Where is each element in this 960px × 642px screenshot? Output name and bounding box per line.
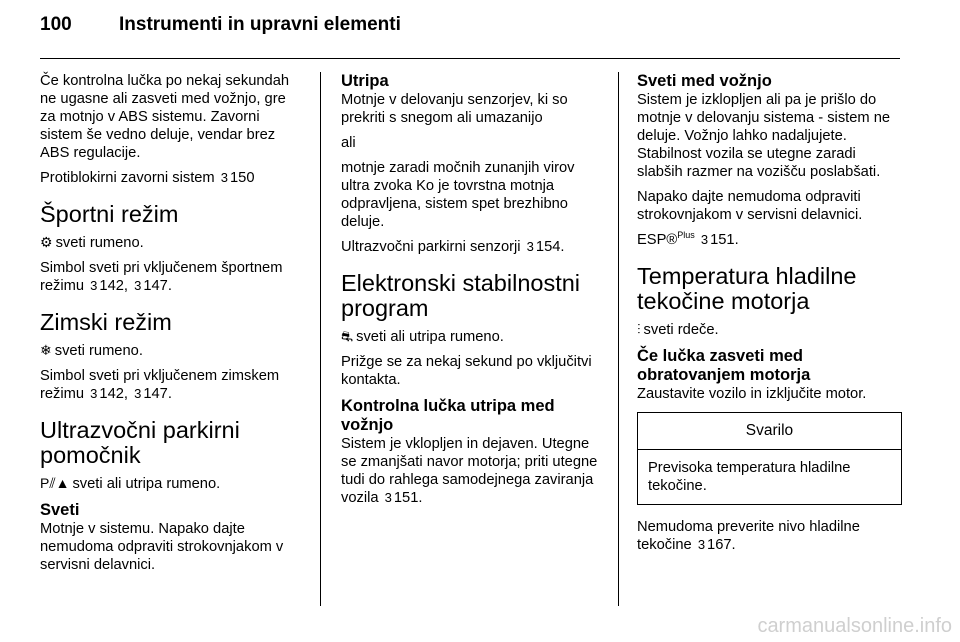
abs-reference: Protiblokirni zavorni sistem 3 150	[40, 170, 255, 186]
page-ref-number[interactable]: 151.	[393, 490, 423, 506]
utripa-paragraph: Motnje v delovanju senzorjev, ki so prekriti s snegom ali umazanijo	[341, 92, 568, 126]
warning-text: Previsoka temperatura hladilne tekočine.	[648, 460, 851, 494]
park-lit-line: P⫽▲ sveti ali utripa rumeno.	[40, 475, 221, 492]
column-2	[341, 72, 606, 514]
page-ref-arrow-icon: 3	[220, 170, 229, 185]
sport-paragraph: Simbol sveti pri vključenem športnem režimu 3 142, 3 147.	[40, 260, 283, 294]
esp-paragraph: Prižge se za nekaj sekund po vključitvi kontakta.	[341, 354, 592, 388]
page-ref-number[interactable]: 167.	[707, 537, 736, 553]
page-ref-arrow-icon: 3	[384, 490, 392, 505]
warning-title: Svarilo	[638, 413, 901, 450]
page-ref-arrow-icon: 3	[134, 386, 142, 401]
page-ref-arrow-icon: 3	[134, 278, 142, 293]
winter-paragraph: Simbol sveti pri vključenem zimskem režimu 3 142, 3 147.	[40, 368, 280, 402]
driving-paragraph-2: Napako dajte nemudoma odpraviti strokovnjakom v servisni delavnici.	[637, 189, 863, 223]
watermark: carmanualsonline.info	[757, 615, 952, 637]
sveti-paragraph: Motnje v sistemu. Napako dajte nemudoma odpraviti strokovnjakom v servisni delavnici.	[40, 521, 284, 573]
engine-paragraph: Zaustavite vozilo in izključite motor.	[637, 386, 867, 402]
heading-coolant-temp: Temperatura hladilne tekočine motorja	[637, 263, 857, 314]
esp-lit-line: ⛐ sveti ali utripa rumeno.	[341, 328, 504, 345]
blink-paragraph: Sistem je vklopljen in dejaven. Utegne se zmanjšati navor motorja; priti utegne tudi do rahlega samodejnega zaviranja vozila 3 151.	[341, 436, 598, 506]
esp-plus-reference: ESP®$^{Plus}$ 3 151.	[637, 230, 739, 248]
heading-esp: Elektronski stabilnostni program	[341, 270, 581, 321]
winter-lit-line: ❄ sveti rumeno.	[40, 342, 143, 359]
temp-lit-line: ⫶ sveti rdeče.	[637, 321, 719, 338]
page-ref-arrow-icon: 3	[90, 386, 98, 401]
page-ref-number[interactable]: 142,	[99, 386, 128, 402]
page-ref-arrow-icon: 3	[700, 232, 709, 247]
sensor-reference: Ultrazvočni parkirni senzorji 3 154.	[341, 239, 565, 255]
heading-blink-driving: Kontrolna lučka utripa med vožnjo	[341, 397, 555, 434]
column-divider-1	[320, 72, 321, 606]
abs-paragraph: Če kontrolna lučka po nekaj sekundah ne ugasne ali zasveti med vožnjo, gre za motnjo v ABS sistemu. Zavorni sistem še vedno deluje, vendar brez ABS regulacije.	[40, 73, 290, 161]
page-ref-arrow-icon: 3	[526, 239, 534, 254]
coolant-temp-icon: ⫶	[637, 321, 641, 337]
check-coolant-paragraph: Nemudoma preverite nivo hladilne tekočine 3 167.	[637, 519, 860, 553]
page-ref-arrow-icon: 3	[90, 278, 98, 293]
page-ref-number[interactable]: 154.	[535, 239, 565, 255]
column-1	[40, 72, 305, 581]
page-ref-number[interactable]: 150	[230, 170, 255, 186]
page-ref-arrow-icon: 3	[697, 537, 706, 552]
heading-lit-driving: Sveti med vožnjo	[637, 72, 772, 90]
parking-assist-icon: P⫽▲	[40, 475, 70, 491]
page-ref-number[interactable]: 147.	[143, 386, 172, 402]
page-ref-number[interactable]: 151.	[710, 232, 739, 248]
page-title: Instrumenti in upravni elementi	[119, 14, 401, 35]
utripa-paragraph-2: motnje zaradi močnih zunanjih virov ultra zvoka Ko je tovrstna motnja odpravljena, sistem spet brezhibno deluje.	[341, 160, 575, 230]
page-ref-number[interactable]: 147.	[143, 278, 172, 294]
esp-skid-icon: ⛐	[341, 328, 354, 344]
page-number: 100	[40, 14, 72, 35]
page-header	[40, 14, 900, 44]
page-ref-number[interactable]: 142,	[99, 278, 128, 294]
driving-paragraph: Sistem je izklopljen ali pa je prišlo do motnje v delovanju sistema - sistem ne deluje. Vožnjo lahko nadaljujete. Stabilnost vozila se utegne zaradi slabših razmer na vozišču poslabšati.	[637, 92, 891, 180]
heading-sport-mode: Športni režim	[40, 201, 179, 227]
heading-engine-running: Če lučka zasveti med obratovanjem motorja	[637, 347, 811, 384]
heading-utripa: Utripa	[341, 72, 389, 90]
header-rule	[40, 58, 900, 59]
column-divider-2	[618, 72, 619, 606]
heading-sveti: Sveti	[40, 501, 80, 519]
winter-mode-icon: ❄	[40, 342, 52, 358]
heading-parking-assist: Ultrazvočni parkirni pomočnik	[40, 417, 240, 468]
warning-box	[637, 412, 902, 505]
sport-mode-icon: ⚙	[40, 234, 53, 250]
ali-paragraph: ali	[341, 135, 356, 151]
column-3	[637, 72, 902, 561]
heading-winter-mode: Zimski režim	[40, 309, 172, 335]
sport-lit-line: ⚙ sveti rumeno.	[40, 234, 144, 251]
